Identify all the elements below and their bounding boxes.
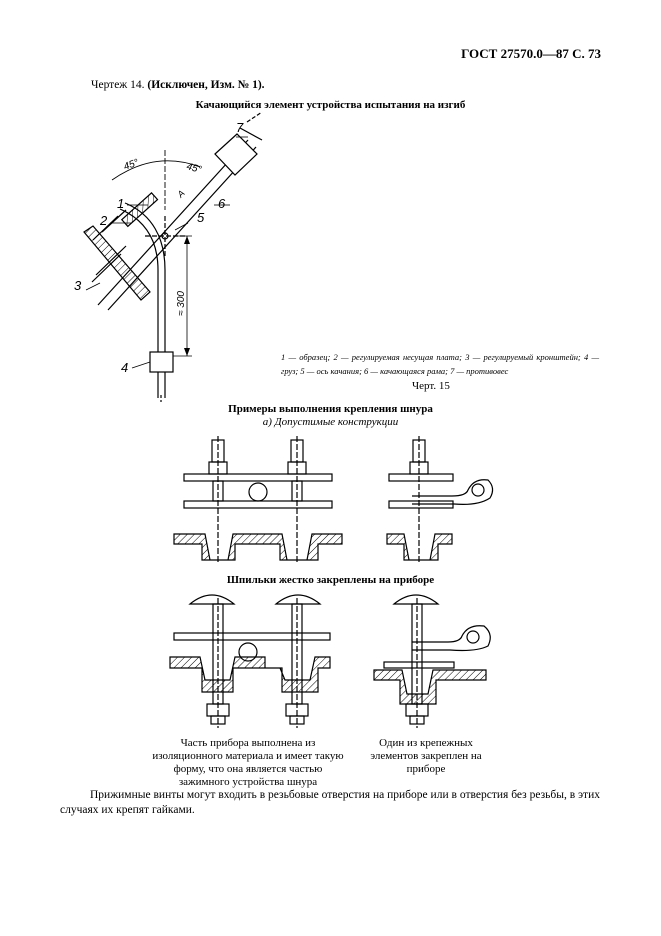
caption-left: Часть прибора выполнена из изоляционного материала и имеет такую форму, что она является частью зажимного устройства шнура <box>152 737 344 788</box>
callout-4: 4 <box>121 360 129 375</box>
cord-clamp-example-2 <box>387 436 493 562</box>
figure-16-title: Примеры выполнения крепления шнура <box>228 403 433 415</box>
section-2-title: Шпильки жестко закреплены на приборе <box>226 574 435 586</box>
angle-left: 45° <box>122 157 141 173</box>
cord-clamp-example-4 <box>374 595 490 728</box>
drawing-14-prefix: Чертеж 14. <box>91 79 145 91</box>
figure-15-legend: 1 — образец; 2 — регулируемая несущая плата; 3 — регулируемый кронштейн; 4 — груз; 5 — ось качания; 6 — качающаяся рама; 7 — противовес <box>281 352 599 376</box>
cord-clamp-example-3 <box>170 595 330 728</box>
body-paragraph: Прижимные винты могут входить в резьбовые отверстия на приборе или в отверстия без резьбы, в этих случаях их крепят гайками. <box>60 789 600 816</box>
callout-1: 1 <box>117 196 125 211</box>
figure-15-label: Черт. 15 <box>412 380 450 392</box>
dimension-300: ≈ 300 <box>176 291 187 316</box>
bending-test-drawing <box>84 112 262 402</box>
cord-clamp-example-1 <box>174 436 342 562</box>
figure-15-title: Качающийся элемент устройства испытания на изгиб <box>195 99 466 111</box>
callout-3: 3 <box>74 278 82 293</box>
point-a: A <box>175 188 187 200</box>
page-header: ГОСТ 27570.0—87 С. 73 <box>461 46 601 61</box>
callout-6: 6 <box>218 196 226 211</box>
callout-5: 5 <box>197 210 205 225</box>
angle-right: 45° <box>185 161 203 176</box>
callout-2: 2 <box>100 213 108 228</box>
callout-7: 7 <box>236 120 244 135</box>
figure-16-subtitle: а) Допустимые конструкции <box>262 416 399 428</box>
caption-right: Один из крепежных элементов закреплен на приборе <box>370 737 482 775</box>
drawing-14-note: (Исключен, Изм. № 1). <box>147 79 265 91</box>
